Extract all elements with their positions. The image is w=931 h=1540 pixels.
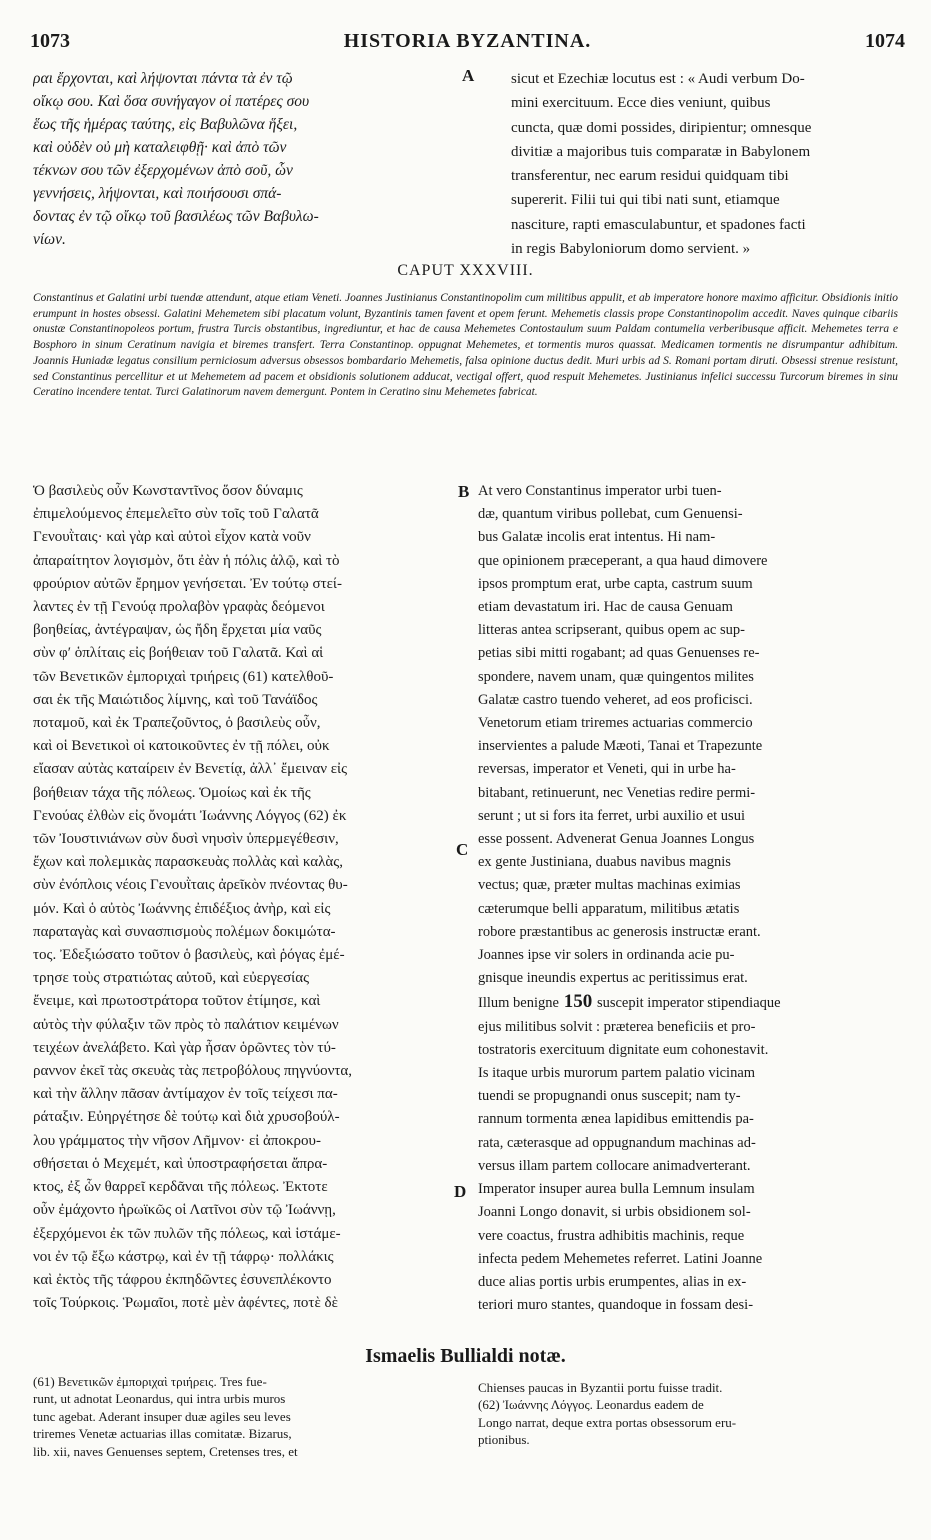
notes-right-column [478,1379,900,1449]
main-latin-column [478,480,900,1317]
note-text-line: (62) Ἰωάννης Λόγγος. Leonardus eadem de [478,1397,704,1413]
greek-text-line: φρούριον αὐτῶν ἔρημον γενήσεται. Ἐν τούτῳ στεί- [33,575,342,592]
greek-text-line: οὖν ἐμάχοντο ἡρωϊκῶς οἱ Λατῖνοι σὺν τῷ Ἰωάννῃ, [33,1202,336,1219]
latin-text-line: dæ, quantum viribus pollebat, cum Genuensi- [478,506,743,523]
greek-text-line: μόν. Καὶ ὁ αὐτὸς Ἰωάννης ἐπιδέξιος ἀνὴρ, καὶ εἰς [33,900,331,917]
latin-text-line: divitiæ a majoribus tuis comparatæ in Babylonem [511,143,811,160]
latin-text-line: Illum benigne 150 suscepit imperator stipendiaque [478,991,781,1013]
greek-text-line: καὶ τὴν ἄλλην πᾶσαν ἀντίμαχον ἐν τοῖς τείχεσι πα- [33,1086,338,1103]
latin-text-line: tuendi se propugnandi onus suscepit; nam ty- [478,1088,741,1105]
greek-text-line: λαντες ἐν τῇ Γενούᾳ προλαβὸν γραφὰς δεόμενοι [33,599,325,616]
latin-text-line: gnisque ineundis expertus ac peritissimus erat. [478,970,748,987]
note-text-line: Longo narrat, deque extra portas obsessorum eru- [478,1414,737,1430]
latin-text-line: petias sibi mitti rogabant; ad quas Genuenses re- [478,645,760,662]
margin-marker-d: D [454,1182,467,1201]
greek-text-line: ἐξερχόμενοι ἐκ τῶν πυλῶν τῆς πόλεως, καὶ ἱστάμε- [33,1225,341,1242]
latin-text-line: infecta pedem Mehemetes referret. Latini Joanne [478,1250,763,1267]
latin-text-line: esse possent. Advenerat Genua Joannes Longus [478,831,755,848]
note-text-line: ptionibus. [478,1432,530,1448]
greek-text-line: κτος, ἐξ ὧν θαρρεῖ κερδᾶναι τῆς πόλεως. Ἐκτοτε [33,1179,328,1196]
greek-text-line: Γενούας ἐλθὼν εἰς ὄνομάτι Ἰωάννης Λόγγος (62) ἐκ [33,807,347,824]
greek-text-line: ποταμοῦ, καὶ ἐκ Τραπεζοῦντος, ὁ βασιλεὺς οὖν, [33,715,321,732]
latin-text-fragment: suscepit imperator stipendiaque [596,995,781,1012]
margin-marker-c: C [456,840,469,859]
greek-text-line: σὺν φʹ ὁπλίταις εἰς βοήθειαν τοῦ Γαλατᾶ. Καὶ αἱ [33,645,324,662]
note-text-line: tunc agebat. Aderant insuper duæ agiles seu leves [33,1408,291,1424]
greek-text-line: ἀπαραίτητον λογισμὸν, ὅτι ἐὰν ἡ πόλις ἁλῷ, καὶ τὸ [33,552,340,569]
greek-text-line: σὺν ἐνόπλοις νέοις Γενουῒταις ἀρεῖκὸν πνέοντας θυ- [33,877,348,894]
notes-left-column [33,1373,453,1460]
note-text-line: triremes Venetæ actuarias illas comitatæ. Bizarus, [33,1426,292,1442]
latin-text-line: cuncta, quæ domi possides, diripientur; omnesque [511,119,812,136]
latin-text-line: teriori muro stantes, quandoque in fossam desi- [478,1297,754,1314]
latin-text-line: reversas, imperator et Veneti, qui in urbe ha- [478,761,736,778]
latin-text-line: nasciture, rapti emasculabuntur, et spadones facti [511,216,806,233]
greek-text-line: γεννήσεις, λήψονται, καὶ ποιήσουσι σπά- [33,185,282,202]
latin-text-line: ejus militibus solvit : præterea beneficiis et pro- [478,1018,756,1035]
greek-text-line: Γενουῒταις· καὶ γὰρ καὶ αὐτοὶ εἶχον κατὰ νοῦν [33,529,311,546]
greek-text-line: ραννον ἐκεῖ τὰς σκευὰς τὰς πετροβόλους πηγνύοντα, [33,1063,353,1080]
greek-text-line: σθήσεται ὁ Μεχεμέτ, καὶ ὑποστραφήσεται ἄπρα- [33,1155,328,1172]
margin-marker-b: B [458,482,470,501]
column-number: 150 [558,991,597,1013]
latin-text-line: Joanni Longo donavit, si urbis obsidionem sol- [478,1204,751,1221]
greek-text-line: ραι ἔρχονται, καὶ λήψονται πάντα τὰ ἐν τῷ [33,70,293,87]
latin-text-line: rannum tormenta ænea lapidibus emittendis pa- [478,1111,754,1128]
greek-text-line: καὶ ἐκτὸς τῆς τάφρου ἐκπηδῶντες ἐσυνεπλέκοντο [33,1271,332,1288]
greek-text-line: δοντας ἐν τῷ οἴκῳ τοῦ βασιλέως τῶν Βαβυλω- [33,208,319,225]
greek-text-line: τειχέων ἀνελάβετο. Καὶ γὰρ ἦσαν ὁρῶντες τὸν τύ- [33,1039,336,1056]
greek-text-line: καὶ οἱ Βενετικοὶ οἱ κατοικοῦντες ἐν τῇ πόλει, οὐκ [33,738,330,755]
top-latin-column [511,67,931,261]
latin-text-line: sicut et Ezechiæ locutus est : « Audi verbum Do- [511,71,805,87]
latin-text-line: bus Galatæ incolis erat intentus. Hi nam- [478,529,716,546]
greek-text-line: εἴασαν αὐτὰς καταίρειν ἐν Βενετίᾳ, ἀλλ᾽ ἔμειναν εἰς [33,761,348,778]
greek-text-line: οἴκῳ σου. Καὶ ὅσα συνήγαγον οἱ πατέρες σου [33,93,310,110]
note-text-line: Chienses paucas in Byzantii portu fuisse tradit. [478,1380,723,1395]
top-greek-column [33,67,498,251]
latin-text-line: ex gente Justiniana, duabus navibus magnis [478,854,731,871]
greek-text-line: τῶν Ἰουστινιάνων σὺν δυσὶ νηυσὶν ὑπερμεγέθεσιν, [33,831,339,848]
greek-text-line: ἐπιμελούμενος ἐπεμελεῖτο σὺν τοῖς τοῦ Γαλατᾶ [33,506,319,523]
note-text-line: lib. xii, naves Genuenses septem, Cretenses tres, et [33,1443,298,1459]
greek-text-line: ἔχων καὶ πολεμικὰς παρασκευὰς πολλὰς καὶ καλὰς, [33,854,343,871]
latin-text-line: Galatæ castro tuendo veheret, ad eos proficisci. [478,691,753,708]
latin-text-line: bitabant, retinuerunt, nec Venetias redire permi- [478,784,756,801]
greek-text-line: τῶν Βενετικῶν ἐμποριχαὶ τριήρεις (61) κατελθοῦ- [33,668,334,685]
greek-text-line: βοήθειαν τάχα τῆς πόλεως. Ὁμοίως καὶ ἐκ τῆς [33,784,311,801]
greek-text-line: λου γράμματος τὴν νῆσον Λῆμνον· εἰ ἀποκρου- [33,1132,321,1149]
latin-text-line: vectus; quæ, præter multas machinas eximias [478,877,741,894]
latin-text-line: inservientes a palude Mæoti, Tanai et Trapezunte [478,738,763,755]
latin-text-line: mini exercituum. Ecce dies veniunt, quibus [511,95,771,112]
greek-text-line: σαι ἐκ τῆς Μαιώτιδος λίμνης, καὶ τοῦ Τανάϊδος [33,691,318,708]
latin-text-line: ipsos promptum erat, urbe capta, castrum suum [478,575,753,592]
margin-marker-a: A [462,66,475,85]
notes-heading: Ismaelis Bullialdi notæ. [365,1345,566,1367]
greek-text-line: τέκνων σου τῶν ἐξερχομένων ἀπὸ σοῦ, ὧν [33,162,293,179]
greek-text-line: ράταξιν. Εὐηργέτησε δὲ τούτῳ καὶ διὰ χρυσοβούλ- [33,1109,340,1126]
greek-text-line: Ὁ βασιλεὺς οὖν Κωνσταντῖνος ὅσον δύναμις [33,483,303,499]
greek-text-line: νοι ἐν τῷ ἔξω κάστρῳ, καὶ ἐν τῇ τάφρῳ· πολλάκις [33,1248,334,1265]
latin-text-line: vere coactus, frustra adhibitis machinis, reque [478,1227,745,1244]
greek-text-line: παραταγὰς καὶ συνασπισμοὺς πολέμων δοκιμώτα- [33,923,336,940]
latin-text-line: Is itaque urbis murorum partem palatio vicinam [478,1065,756,1082]
latin-text-line: que opinionem præceperant, a qua haud dimovere [478,552,768,569]
latin-text-line: Venetorum etiam triremes actuarias commercio [478,715,753,732]
note-text-line: runt, ut adnotat Leonardus, qui intra urbis muros [33,1391,286,1407]
latin-text-line: supererit. Filii tui qui tibi nati sunt, etiamque [511,192,780,209]
greek-text-line: ἔνειμε, καὶ πρωτοστράτορα τοῦτον ἐτίμησε, καὶ [33,993,321,1010]
greek-text-line: τρησε τοὺς στρατιώτας αὐτοῦ, καὶ εὐεργεσίας [33,970,310,987]
main-greek-column [33,480,453,1315]
latin-text-line: in regis Babyloniorum domo servient. » [511,241,751,258]
greek-text-line: νίων. [33,231,66,248]
greek-text-line: τος. Ἐδεξιώσατο τοῦτον ὁ βασιλεὺς, καὶ ῥόγας ἐμέ- [33,947,345,964]
greek-text-line: ἕως τῆς ἡμέρας ταύτης, εἰς Βαβυλῶνα ἥξει, [33,116,298,133]
running-title: HISTORIA BYZANTINA. [343,30,592,52]
latin-text-line: Joannes ipse vir solers in ordinanda acie pu- [478,947,735,964]
latin-text-line: serunt ; ut si fors ita ferret, urbi auxilio et usui [478,807,745,824]
note-text-line: (61) Βενετικῶν ἐμποριχαὶ τριήρεις. Tres fue- [33,1374,267,1389]
latin-text-line: versus illam partem collocare animadverterant. [478,1157,751,1174]
greek-text-line: τοῖς Τούρκοις. Ῥωμαῖοι, ποτὲ μὲν ἀφέντες, ποτὲ δὲ [33,1295,338,1312]
greek-text-line: αὐτὸς τὴν φύλαξιν τῶν πρὸς τὸ παλάτιον κειμένων [33,1016,339,1033]
page-number-left: 1073 [30,30,70,52]
latin-text-line: Imperator insuper aurea bulla Lemnum insulam [478,1181,755,1198]
latin-text-line: robore præstantibus ac generosis instructæ erant. [478,923,761,940]
latin-text-line: litteras antea scripserant, quibus opem ac sup- [478,622,745,639]
latin-text-line: duce alias portis urbis erumpentes, alias in ex- [478,1273,747,1290]
latin-text-line: At vero Constantinus imperator urbi tuen- [478,483,722,499]
greek-text-line: βοηθείας, ἀντέγραψαν, ὡς ἤδη ἔρχεται μία ναῦς [33,622,322,639]
latin-text-line: spondere, navem unam, quæ quingentos milites [478,668,754,685]
top-section [33,25,913,265]
chapter-heading: CAPUT XXXVIII. [397,262,534,279]
latin-text-line: tostratoris exercituum dignitate eum cohonestavit. [478,1041,769,1058]
page-number-right: 1074 [865,30,905,52]
latin-text-line: etiam devastatum iri. Hac de causa Genuam [478,599,733,616]
latin-text-line: transferentur, nec earum residui quidquam tibi [511,168,789,185]
greek-text-line: καὶ οὐδὲν οὐ μὴ καταλειφθῇ· καὶ ἀπὸ τῶν [33,139,287,156]
latin-text-line: cæterumque belli apparatum, militibus ætatis [478,900,740,917]
latin-text-line: rata, cæterasque ad oppugnandum machinas ad- [478,1134,756,1151]
chapter-summary: Constantinus et Galatini urbi tuendæ attendunt, atque etiam Veneti. Joannes Justinianus Constantinopolim cum militibus appulit, et ab imperatore honore maximo afficitur. Obsidionis initio erumpunt in hostes obsessi. Galatini Mehemetem sibi placatum volunt, Byzantinis tamen favent et opem ferunt. Mehemetis classis prope Constantinopolim accedit. Naves quinque cibariis onustæ Constantinopoleos portum, frustra Turcis obstantibus, ingrediuntur, et hac de causa Mehemetes Contostaulum suum Paldam contumelia verberibusque afficit. Mehemetes terra e Bosphoro in sinum Ceratinum navigia et biremes transfert. Terra Constantinop. oppugnat Mehemetes, et tormentis muros quassat. Medicamen tormentis ne disrumpantur adhibitum. Joannis Huniadæ legatus consilium perniciosum adversus obsessos bombardario Mehemetis, falsa opinione ductus dedit. Muri urbis ad S. Romani portam diruti. Obsessi strenue resistunt, sed Constantinus percellitur et ut Mehemetem ad pacem et obsidionis solutionem adducat, vectigal offert, quod respuit Mehemetes. Justinianus infelici successu Turcorum biremes in sinu Ceratino incendere tentat. Turci Galatinorum navem demergunt. Pontem in Ceratino sinu Mehemetes fabricat. [33,292,898,399]
